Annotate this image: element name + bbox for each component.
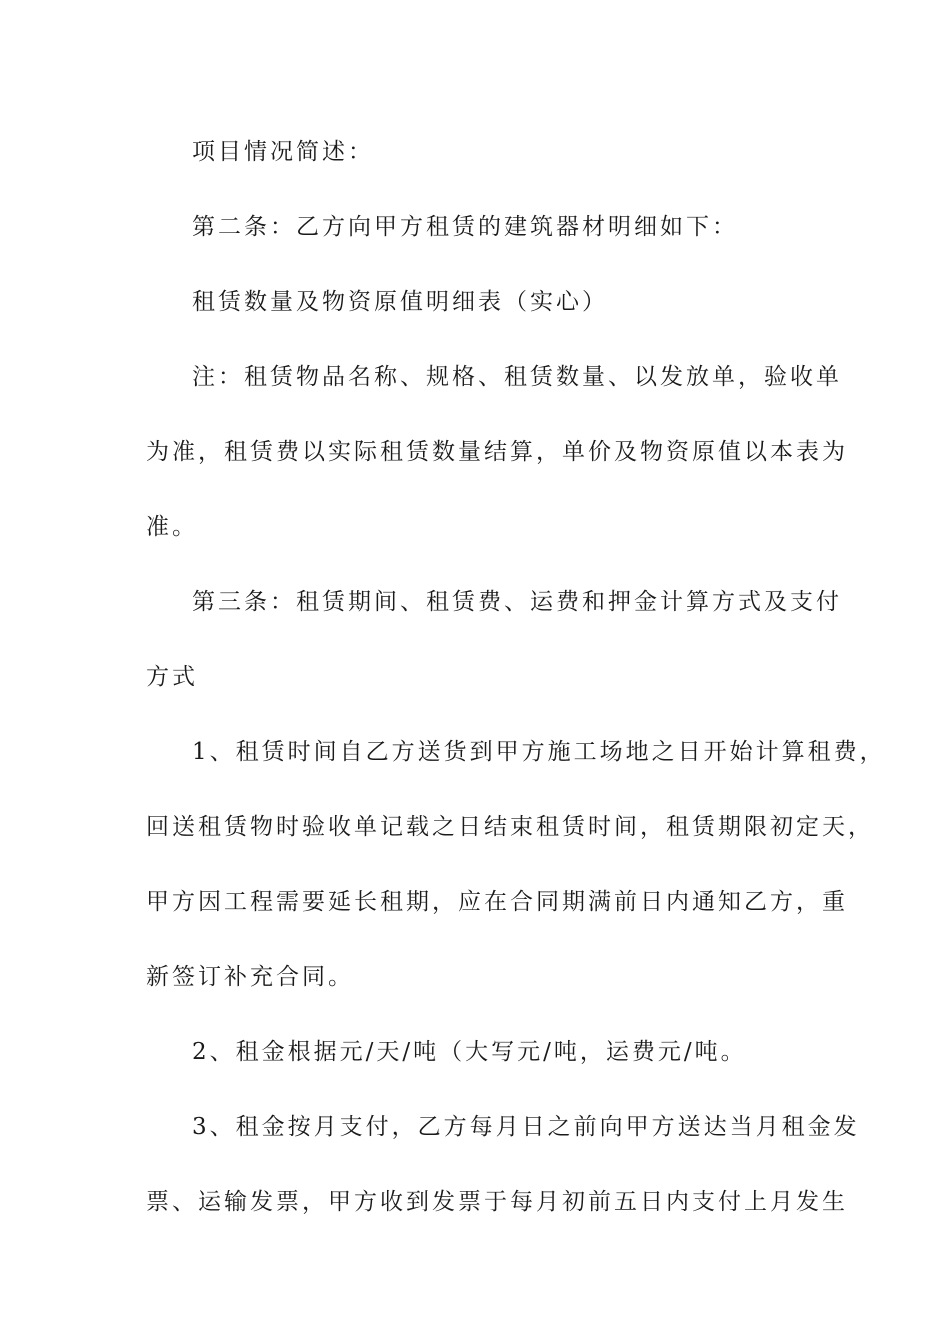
clause-1-line-1: 1、租赁时间自乙方送货到甲方施工场地之日开始计算租费，	[192, 739, 886, 765]
clause-1-line-4: 新签订补充合同。	[146, 964, 354, 990]
note-line-3: 准。	[146, 514, 198, 540]
clause-1-line-2: 回送租赁物时验收单记载之日结束租赁时间，租赁期限初定天，	[146, 814, 874, 840]
note-line-1: 注：租赁物品名称、规格、租赁数量、以发放单，验收单	[192, 364, 842, 390]
clause-2-line-1: 2、租金根据元/天/吨（大写元/吨，运费元/吨。	[192, 1039, 747, 1065]
article-three-heading-line-2: 方式	[146, 664, 198, 690]
clause-1-line-3: 甲方因工程需要延长租期，应在合同期满前日内通知乙方，重	[146, 889, 848, 915]
article-three-heading-line-1: 第三条：租赁期间、租赁费、运费和押金计算方式及支付	[192, 589, 842, 615]
note-line-2: 为准，租赁费以实际租赁数量结算，单价及物资原值以本表为	[146, 439, 848, 465]
clause-3-line-2: 票、运输发票，甲方收到发票于每月初前五日内支付上月发生	[146, 1189, 848, 1215]
table-caption: 租赁数量及物资原值明细表（实心）	[192, 289, 608, 315]
article-two-heading: 第二条：乙方向甲方租赁的建筑器材明细如下：	[192, 214, 738, 240]
clause-3-line-1: 3、租金按月支付，乙方每月日之前向甲方送达当月租金发	[192, 1114, 860, 1140]
project-overview-heading: 项目情况简述：	[192, 139, 374, 165]
